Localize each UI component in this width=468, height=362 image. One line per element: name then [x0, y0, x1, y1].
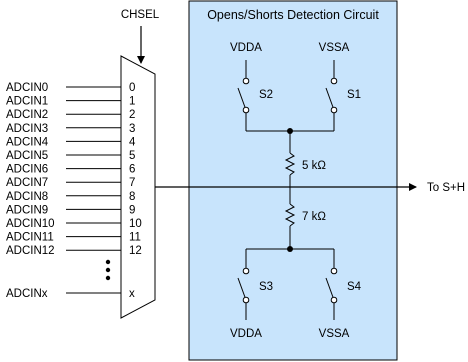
channel-number: 4 — [129, 136, 136, 149]
channel-label: ADCIN3 — [6, 122, 49, 135]
channel-label-x: ADCINx — [6, 288, 48, 300]
ellipsis-dot — [106, 268, 110, 272]
channel-number: 7 — [129, 177, 136, 190]
channel-number: 6 — [129, 163, 136, 176]
switch-contact — [331, 268, 337, 274]
channel-label: ADCIN0 — [6, 82, 49, 94]
channel-number: 0 — [129, 82, 136, 94]
channel-number: 10 — [129, 218, 142, 230]
circuit-title: Opens/Shorts Detection Circuit — [207, 8, 379, 22]
chsel-label: CHSEL — [120, 9, 160, 21]
switch-s2-label: S2 — [259, 89, 274, 101]
switch-s1-supply: VSSA — [318, 42, 350, 54]
switch-s1-label: S1 — [347, 89, 362, 101]
channel-number: 9 — [129, 204, 136, 217]
channel-label: ADCIN9 — [6, 204, 49, 217]
switch-s4-label: S4 — [347, 281, 362, 293]
channel-label: ADCIN5 — [6, 150, 49, 162]
switch-contact — [243, 107, 249, 113]
channel-label: ADCIN6 — [6, 163, 49, 176]
detection-circuit-box — [189, 1, 397, 360]
channel-number: 1 — [129, 95, 136, 108]
switch-contact — [331, 297, 337, 303]
channel-label: ADCIN1 — [6, 95, 49, 108]
channel-label: ADCIN10 — [6, 218, 55, 230]
channel-label: ADCIN2 — [6, 109, 49, 122]
channel-label: ADCIN11 — [6, 231, 54, 244]
switch-s3-label: S3 — [259, 281, 274, 293]
switch-contact — [243, 297, 249, 303]
switch-s4-supply: VSSA — [318, 328, 350, 340]
switch-contact — [243, 268, 249, 274]
switch-s3-supply: VDDA — [230, 328, 262, 340]
channel-label: ADCIN7 — [6, 177, 49, 190]
switch-contact — [331, 107, 337, 113]
mux-block — [121, 56, 155, 318]
channel-number: 12 — [129, 245, 142, 258]
resistor-5k-label: 5 kΩ — [302, 160, 326, 172]
channel-number-x: x — [129, 288, 135, 300]
resistor-7k-label: 7 kΩ — [302, 211, 326, 223]
ellipsis-dot — [106, 276, 110, 280]
switch-contact — [331, 78, 337, 84]
channel-number: 2 — [129, 109, 136, 122]
channel-label: ADCIN8 — [6, 190, 49, 203]
channel-label: ADCIN4 — [6, 136, 49, 149]
switch-contact — [243, 78, 249, 84]
channel-label: ADCIN12 — [6, 245, 55, 258]
channel-number: 3 — [129, 122, 136, 135]
channel-number: 8 — [129, 190, 136, 203]
switch-s2-supply: VDDA — [230, 42, 262, 54]
channel-number: 5 — [129, 150, 136, 162]
ellipsis-dot — [106, 260, 110, 264]
channel-number: 11 — [129, 231, 141, 244]
output-label: To S+H — [427, 182, 466, 194]
